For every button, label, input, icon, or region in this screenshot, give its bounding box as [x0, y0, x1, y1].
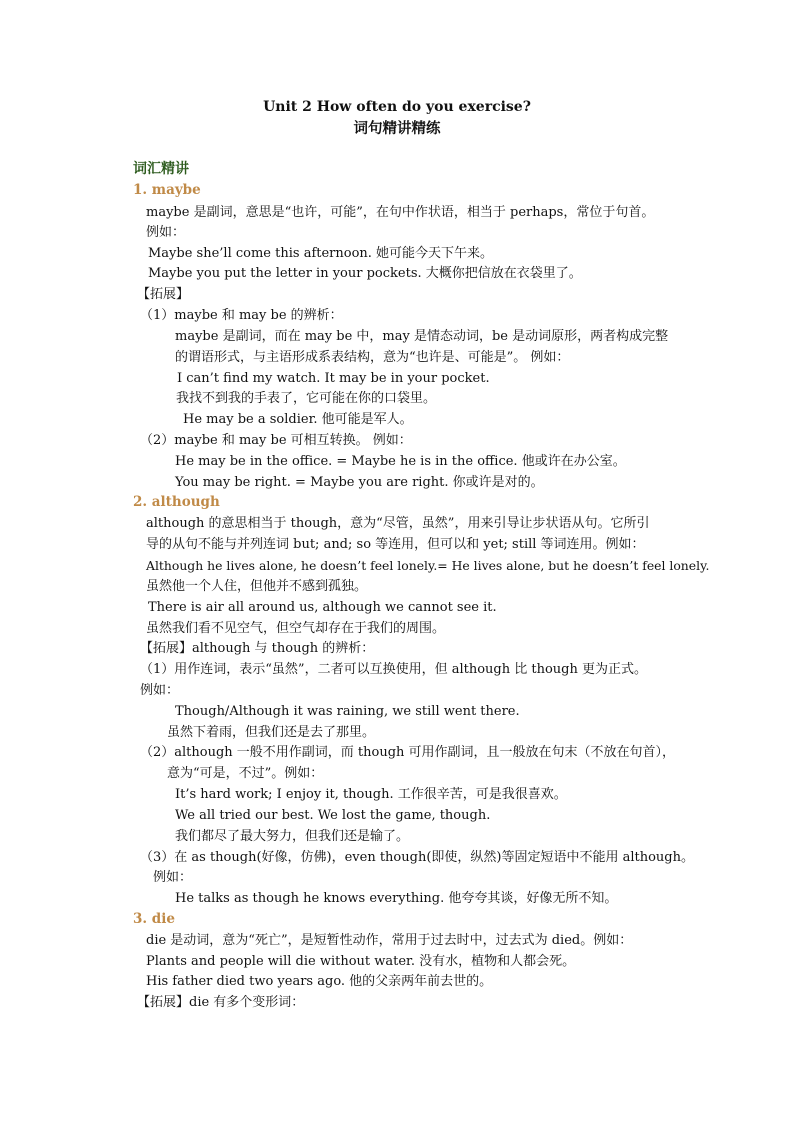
text-line: （1）maybe 和 may be 的辨析：	[140, 308, 343, 323]
text-line: 例如：	[140, 683, 180, 698]
text-line: although 的意思相当于 though，意为“尽管，虽然”，用来引导让步状语从句。它所引	[146, 516, 650, 531]
example-line: Although he lives alone, he doesn’t feel lonely.= He lives alone, but he doesn’t feel lonely.	[146, 558, 710, 573]
example-line: He may be in the office. = Maybe he is in the office. 他或许在办公室。	[175, 454, 626, 469]
example-line: His father died two years ago. 他的父亲两年前去世的。	[146, 974, 493, 989]
text-line: die 是动词，意为“死亡”，是短暂性动作，常用于过去时中，过去式为 died。例如：	[146, 933, 633, 948]
example-line: You may be right. = Maybe you are right. 你或许是对的。	[175, 475, 544, 490]
example-line: I can’t find my watch. It may be in your pocket.	[177, 371, 490, 386]
expand-label: 【拓展】although 与 though 的辨析：	[140, 641, 375, 656]
item-heading-die: 3. die	[133, 911, 175, 927]
example-line: Plants and people will die without water. 没有水，植物和人都会死。	[146, 954, 576, 969]
text-line: 例如：	[146, 225, 186, 240]
text-line: （2）although 一般不用作副词，而 though 可用作副词，且一般放在句末（不放在句首），	[140, 745, 676, 760]
expand-label: 【拓展】die 有多个变形词：	[137, 995, 305, 1010]
example-line: 我找不到我的手表了，它可能在你的口袋里。	[176, 391, 437, 406]
text-line: 意为“可是，不过”。例如：	[167, 766, 324, 781]
document-title: Unit 2 How often do you exercise?	[263, 99, 531, 115]
example-line: It’s hard work; I enjoy it, though. 工作很辛苦，可是我很喜欢。	[175, 787, 567, 802]
example-line: There is air all around us, although we cannot see it.	[148, 600, 497, 615]
text-line: 导的从句不能与并列连词 but; and; so 等连用，但可以和 yet; still 等词连用。例如：	[146, 537, 645, 552]
document-subtitle: 词句精讲精练	[353, 120, 441, 137]
text-line: 的谓语形式，与主语形成系表结构，意为“也许是、可能是”。 例如：	[175, 350, 570, 365]
example-line: He talks as though he knows everything. 他夸夸其谈，好像无所不知。	[175, 891, 618, 906]
example-line: We all tried our best. We lost the game, though.	[175, 808, 491, 823]
example-line: 虽然下着雨，但我们还是去了那里。	[167, 725, 376, 740]
example-line: 虽然他一个人住，但他并不感到孤独。	[146, 579, 368, 594]
text-line: maybe 是副词，而在 may be 中，may 是情态动词，be 是动词原形，两者构成完整	[175, 329, 669, 344]
text-line: （1）用作连词，表示“虽然”，二者可以互换使用，但 although 比 though 更为正式。	[140, 662, 647, 677]
text-line: （2）maybe 和 may be 可相互转换。 例如：	[140, 433, 412, 448]
example-line: Maybe you put the letter in your pockets. 大概你把信放在衣袋里了。	[148, 266, 582, 281]
expand-label: 【拓展】	[137, 287, 190, 302]
item-heading-maybe: 1. maybe	[133, 182, 201, 198]
section-heading: 词汇精讲	[133, 161, 189, 177]
text-line: 例如：	[153, 870, 193, 885]
text-line: （3）在 as though(好像，仿佛)，even though(即使，纵然)等固定短语中不能用 although。	[140, 850, 694, 865]
example-line: 我们都尽了最大努力，但我们还是输了。	[175, 829, 410, 844]
item-heading-although: 2. although	[133, 494, 220, 510]
example-line: Though/Although it was raining, we still went there.	[175, 704, 520, 719]
example-line: Maybe she’ll come this afternoon. 她可能今天下午来。	[148, 246, 494, 261]
example-line: He may be a soldier. 他可能是军人。	[183, 412, 413, 427]
example-line: 虽然我们看不见空气，但空气却存在于我们的周围。	[146, 621, 446, 636]
text-line: maybe 是副词，意思是“也许，可能”，在句中作状语，相当于 perhaps，常位于句首。	[146, 205, 655, 220]
